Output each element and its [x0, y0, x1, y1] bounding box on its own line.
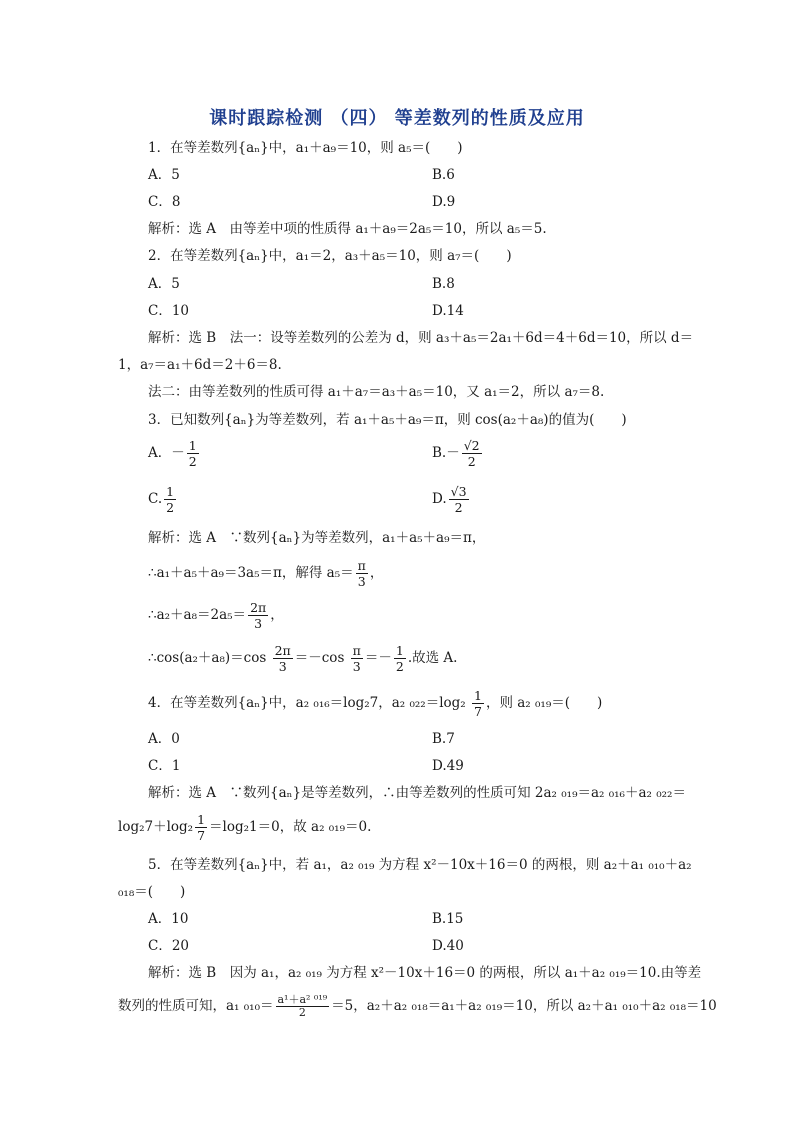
denominator: 2: [454, 500, 463, 515]
page-title: 课时跟踪检测 （四） 等差数列的性质及应用: [209, 108, 585, 129]
q2-option-c: C．10: [148, 303, 190, 319]
question-4-stem: [148, 688, 602, 719]
q3-solution-line-4-mid: ＝－cos: [294, 650, 349, 666]
q4-stem-tail: ，则 a₂ ₀₁₉＝( ): [485, 695, 603, 711]
q5-solution-line-2-tail: ＝5，a₂＋a₂ ₀₁₈＝a₁＋a₂ ₀₁₉＝10，所以 a₂＋a₁ ₀₁₀＋a₂ ₀₁₈＝10: [331, 998, 717, 1014]
fraction: [351, 643, 363, 674]
q4-option-d: D.49: [432, 758, 464, 774]
q4-option-b: B.7: [432, 731, 455, 747]
denominator: 3: [357, 574, 366, 589]
q4-option-c: C．1: [148, 758, 181, 774]
question-1-stem: 1．在等差数列{aₙ}中，a₁＋a₉＝10，则 a₅＝( ): [148, 140, 463, 156]
numerator: √3: [450, 484, 467, 499]
q3-solution-line-4: [148, 643, 457, 674]
numerator: 1: [197, 812, 206, 827]
q3-solution-line-3: [148, 600, 284, 631]
q2-solution-line-2: 1，a₇＝a₁＋6d＝2＋6＝8.: [118, 357, 282, 373]
denominator: 7: [474, 704, 482, 719]
q3-solution-line-4-tail: .故选 A.: [407, 650, 458, 666]
fraction: [472, 688, 484, 719]
q4-solution-line-1: 解析：选 A ∵数列{aₙ}是等差数列，∴由等差数列的性质可知 2a₂ ₀₁₉＝a₂ ₀₁₆＋a₂ ₀₂₂＝: [148, 785, 686, 801]
denominator: 2: [298, 1006, 306, 1019]
q3-solution-line-4-text: ∴cos(a₂＋a₈)＝cos: [148, 650, 271, 666]
q5-option-c: C．20: [148, 938, 190, 954]
q5-solution-line-2: [118, 994, 717, 1019]
denominator: 2: [467, 454, 476, 469]
numerator: √2: [463, 438, 480, 453]
fraction: [248, 600, 268, 631]
q2-solution-line-3: 法二：由等差数列的性质可得 a₁＋a₇＝a₃＋a₅＝10，又 a₁＝2，所以 a₇＝8.: [148, 384, 605, 400]
q3-solution-line-2: [148, 558, 383, 589]
q5-option-b: B.15: [432, 911, 464, 927]
q1-option-c: C．8: [148, 194, 181, 210]
fraction: [164, 484, 176, 515]
numerator: π: [357, 558, 366, 573]
q4-solution-line-2-text: log₂7＋log₂: [118, 819, 194, 835]
question-5-stem-line-1: 5．在等差数列{aₙ}中，若 a₁，a₂ ₀₁₉ 为方程 x²－10x＋16＝0 的两根，则 a₂＋a₁ ₀₁₀＋a₂: [148, 857, 692, 873]
denominator: 2: [166, 500, 175, 515]
denominator: 3: [278, 659, 287, 674]
q3-solution-line-2-text: ∴a₁＋a₅＋a₉＝3a₅＝π，解得 a₅＝: [148, 565, 354, 581]
fraction: [195, 812, 207, 843]
fraction: [356, 558, 368, 589]
denominator: 2: [188, 454, 197, 469]
q2-option-a: A．5: [148, 276, 180, 292]
question-5-stem-line-2: ₀₁₈＝( ): [118, 884, 186, 900]
q3-option-a: [148, 438, 201, 469]
q5-solution-line-1: 解析：选 B 因为 a₁，a₂ ₀₁₉ 为方程 x²－10x＋16＝0 的两根，所以 a₁＋a₂ ₀₁₉＝10.由等差: [148, 965, 702, 981]
denominator: 3: [352, 659, 361, 674]
q3-option-d: [432, 484, 471, 515]
question-2-stem: 2．在等差数列{aₙ}中，a₁＝2，a₃＋a₅＝10，则 a₇＝( ): [148, 248, 512, 264]
q4-option-a: A．0: [148, 731, 180, 747]
fraction: [276, 994, 330, 1019]
q3-option-a-prefix: A．－: [148, 445, 185, 461]
q4-solution-line-2-tail: ＝log₂1＝0，故 a₂ ₀₁₉＝0.: [209, 819, 372, 835]
q3-solution-line-3-tail: ，: [270, 607, 284, 623]
q4-stem-text: 4．在等差数列{aₙ}中，a₂ ₀₁₆＝log₂7，a₂ ₀₂₂＝log₂: [148, 695, 471, 711]
q1-option-a: A．5: [148, 167, 180, 183]
q5-solution-line-2-text: 数列的性质可知，a₁ ₀₁₀＝: [118, 998, 274, 1014]
q1-solution: 解析：选 A 由等差中项的性质得 a₁＋a₉＝2a₅＝10，所以 a₅＝5.: [148, 221, 547, 237]
fraction: [273, 643, 293, 674]
fraction: [394, 643, 406, 674]
q3-option-b-prefix: B.－: [432, 445, 460, 461]
numerator: a¹＋a² ⁰¹⁹: [277, 993, 328, 1006]
denominator: 2: [395, 659, 404, 674]
fraction: [187, 438, 199, 469]
denominator: 7: [197, 828, 206, 843]
q3-solution-line-1: 解析：选 A ∵数列{aₙ}为等差数列，a₁＋a₅＋a₉＝π，: [148, 530, 486, 546]
q1-option-b: B.6: [432, 167, 455, 183]
q1-option-d: D.9: [432, 194, 456, 210]
question-3-stem: 3．已知数列{aₙ}为等差数列，若 a₁＋a₅＋a₉＝π，则 cos(a₂＋a₈)的值为( ): [148, 412, 627, 428]
q2-solution-line-1: 解析：选 B 法一：设等差数列的公差为 d，则 a₃＋a₅＝2a₁＋6d＝4＋6d＝10，所以 d＝: [148, 330, 694, 346]
numerator: 1: [474, 688, 482, 703]
q3-option-c: [148, 484, 178, 515]
fraction: [462, 438, 482, 469]
denominator: 3: [254, 616, 263, 631]
q3-option-d-prefix: D.: [432, 491, 447, 507]
numerator: 2π: [274, 643, 291, 658]
numerator: 2π: [250, 600, 267, 615]
q2-option-b: B.8: [432, 276, 455, 292]
numerator: 1: [395, 643, 404, 658]
fraction: [449, 484, 469, 515]
numerator: π: [352, 643, 361, 658]
q5-option-d: D.40: [432, 938, 464, 954]
q5-option-a: A．10: [148, 911, 189, 927]
numerator: 1: [188, 438, 197, 453]
q2-option-d: D.14: [432, 303, 464, 319]
q3-solution-line-4-mid2: ＝－: [364, 650, 392, 666]
q4-solution-line-2: [118, 812, 371, 843]
numerator: 1: [166, 484, 175, 499]
q3-option-c-prefix: C.: [148, 491, 163, 507]
q3-option-b: [432, 438, 484, 469]
q3-solution-line-3-text: ∴a₂＋a₈＝2a₅＝: [148, 607, 247, 623]
q3-solution-line-2-tail: ，: [369, 565, 384, 581]
